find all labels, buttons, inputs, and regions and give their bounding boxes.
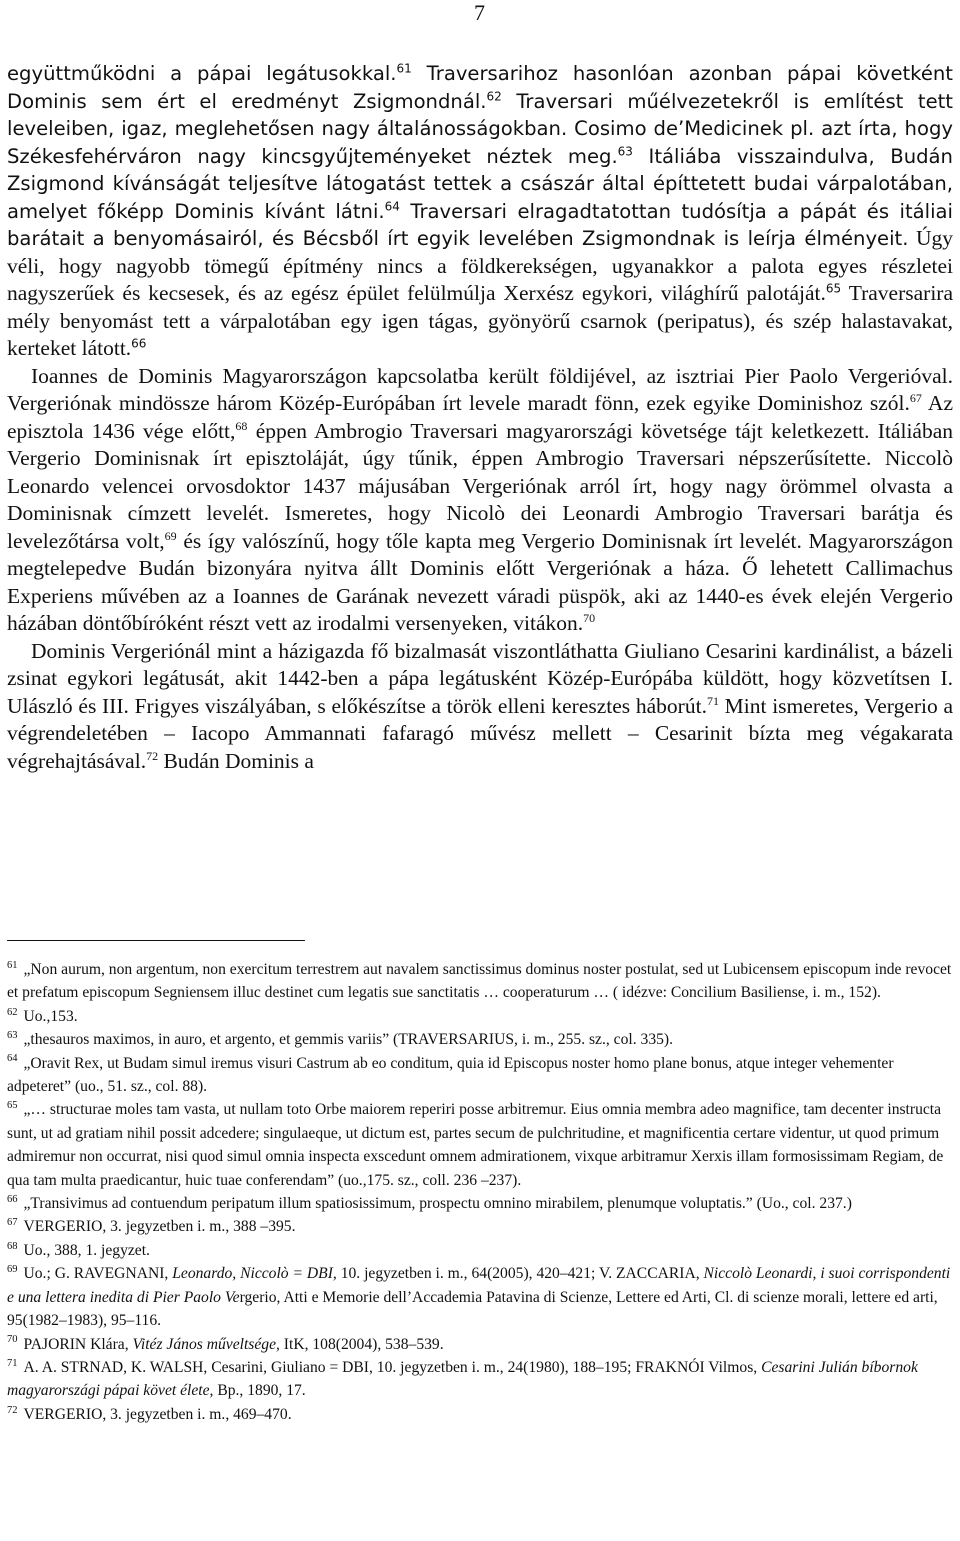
footnote-ref[interactable]: 65	[825, 281, 842, 296]
footnote-number: 67	[7, 1217, 18, 1229]
footnote-text: rgerio, Atti e Memorie dell’Accademia Patavina di Scienze, Lettere ed Arti, Cl. di scienze morali, lettere ed arti, 95(1982–1983), 95–116.	[7, 1288, 938, 1330]
footnote-number: 69	[7, 1264, 18, 1276]
footnote-ref[interactable]: 70	[583, 610, 596, 625]
page-number: 7	[474, 0, 485, 25]
footnote-text: 10. jegyzetben i. m., 64(2005), 420–421; V. ZACCARIA,	[336, 1265, 704, 1283]
footnote-ref[interactable]: 72	[146, 748, 159, 763]
footnote	[7, 1052, 953, 1099]
footnote-number: 66	[7, 1193, 18, 1205]
footnote	[7, 1333, 953, 1356]
footnote-italic: Leonardo, Niccolò = DBI,	[172, 1265, 337, 1283]
footnote-text: Bp., 1890, 17.	[213, 1382, 306, 1400]
footnote-italic: Cesarini Julián bíbornok magyarországi pápai követ élete,	[7, 1358, 918, 1400]
footnote	[7, 1215, 953, 1238]
footnote-separator	[7, 940, 305, 941]
text-run: Úgy véli, hogy nagyobb tömegű építmény nincs a földkerekségen, ugyanakkor a palota egyes részletei nagyszerűek és kecsesek, és az egész épület felülmúlja Xerxész egykori, világhírű palotáját.	[7, 226, 953, 305]
footnote-number: 65	[7, 1100, 18, 1112]
footnote-number: 72	[7, 1404, 18, 1416]
footnote	[7, 1192, 953, 1215]
paragraph-1	[7, 60, 953, 363]
footnote-text: Uo., 388, 1. jegyzet.	[23, 1241, 150, 1259]
footnote	[7, 1356, 953, 1403]
footnote	[7, 1403, 953, 1426]
footnote	[7, 1098, 953, 1192]
footnote	[7, 1005, 953, 1028]
footnote-ref[interactable]: 62	[486, 88, 502, 103]
footnote	[7, 958, 953, 1005]
text-run: Az episztola 1436 vége előtt,	[7, 391, 953, 443]
footnote-number: 68	[7, 1240, 18, 1252]
footnote-number: 61	[7, 959, 18, 971]
text-run: együttműködni a pápai legátusokkal.	[7, 62, 397, 85]
paragraph-3	[7, 638, 953, 776]
footnote-text: ItK, 108(2004), 538–539.	[279, 1335, 444, 1353]
text-run: Mint ismeretes, Vergerio a végrendeletében – Iacopo Ammannati fafaragó művész mellett – Cesarinit bízta meg végakarata végrehajtásával.	[7, 693, 954, 773]
footnote-italic: Niccolò Leonardi, i suoi corrispondenti e una lettera inedita di Pier Paolo Ve	[7, 1265, 951, 1306]
footnote-italic: Vitéz János műveltsége,	[132, 1335, 280, 1353]
text-run: Traversarihoz hasonlóan azonban pápai követként Dominis sem ért el eredményt Zsigmondnál.	[7, 62, 953, 113]
footnote-ref[interactable]: 61	[396, 61, 412, 76]
footnote-text: „Non aurum, non argentum, non exercitum terrestrem aut navalem sanctissimus dominus noster postulat, sed ut Lubicensem episcopum inde revocet et prefatum episcopum Segniensem illuc destinet cum legatis sue sanctitatis … cooperaturum … ( idézve: Concilium Basiliense, i. m., 152).	[7, 961, 952, 1002]
footnote-text: A. A. STRNAD, K. WALSH, Cesarini, Giuliano = DBI, 10. jegyzetben i. m., 24(1980), 188–195; FRAKNÓI Vilmos,	[23, 1358, 762, 1376]
footnote-ref[interactable]: 68	[235, 418, 248, 433]
footnote-text: VERGERIO, 3. jegyzetben i. m., 469–470.	[23, 1405, 292, 1423]
text-run: Traversari műélvezetekről is említést tett leveleiben, igaz, meglehetősen nagy általánosságokban. Cosimo de’Medicinek pl. azt írta, hogy Székesfehérváron nagy kincsgyűjteményeket néztek meg.	[7, 89, 953, 168]
footnote-ref[interactable]: 64	[384, 198, 400, 213]
footnote-text: PAJORIN Klára,	[23, 1335, 133, 1353]
text-run: Traversari elragadtatottan tudósítja a pápát és itáliai barátait a benyomásairól, és Bécsből írt egyik levelében Zsigmondnak is leírja élményeit.	[7, 199, 953, 250]
footnote-text: „thesauros maximos, in auro, et argento, et gemmis variis” (TRAVERSARIUS, i. m., 255. sz., col. 335).	[23, 1031, 674, 1049]
footnote-text: Uo.; G. RAVEGNANI,	[23, 1265, 173, 1283]
footnote	[7, 1028, 953, 1051]
footnote	[7, 1239, 953, 1262]
footnote-ref[interactable]: 67	[909, 390, 922, 405]
footnote-number: 71	[7, 1357, 18, 1369]
text-run: Dominis Vergeriónál mint a házigazda fő bizalmasát viszontláthatta Giuliano Cesarini kardinálist, a bázeli zsinat egykori legátusát, akit 1442-ben a pápa legátusként Közép-Európába küldött, hogy közvetítsen I. Ulászló és III. Frigyes viszályában, s előkészítse a török elleni keresztes háborút.	[7, 638, 953, 718]
text-run: éppen Ambrogio Traversari magyarországi követsége tájt keletkezett. Itáliában Vergerio Dominisnak írt episztoláját, úgy tűnik, éppen Ambrogio Traversari népszerűsítette. Niccolò Leonardo velencei orvosdoktor 1437 májusában Vergeriónak arról írt, hogy nagy örömmel olvasta a Dominisnak címzett levelét. Ismeretes, hogy Nicolò dei Leonardi Ambrogio Traversari barátja és levelezőtársa volt,	[7, 418, 953, 553]
text-run: Budán Dominis a	[158, 748, 314, 773]
footnote-ref[interactable]: 66	[131, 336, 147, 351]
text-run: és így valószínű, hogy tőle kapta meg Vergerio Dominisnak írt levelét. Magyarországon megtelepedve Budán bizonyára nyitva állt Dominis előtt Vergeriónak a háza. Ő lehetett Callimachus Experiens művében az a Ioannes de Garának nevezett váradi püspök, aki az 1440-es évek elején Vergerio házában döntőbíróként részt vett az irodalmi versenyeken, vitákon.	[7, 528, 953, 635]
text-run: Itáliába visszaindulva, Budán Zsigmond kívánságát teljesítve látogatást tettek a császár által építtetett budai várpalotában, amelyet főképp Dominis kívánt látni.	[7, 144, 953, 223]
footnote-ref[interactable]: 71	[706, 693, 719, 708]
footnote-text: „Transivimus ad contuendum peripatum illum spatiosissimum, prospectu omnino mirabilem, plenumque voluptatis.” (Uo., col. 237.)	[23, 1195, 852, 1213]
footnote-number: 70	[7, 1334, 18, 1346]
footnote-number: 62	[7, 1006, 18, 1018]
footnote-text: VERGERIO, 3. jegyzetben i. m., 388 –395.	[23, 1218, 296, 1236]
text-run: Traversarira mély benyomást tett a várpalotában egy igen tágas, gyönyörű csarnok (peripatus), és szép halastavakat, kerteket látott.	[7, 281, 953, 360]
text-run: Ioannes de Dominis Magyarországon kapcsolatba került földijével, az isztriai Pier Paolo Vergerióval. Vergeriónak mindössze három Közép-Európában írt levele maradt fönn, ezek egyike Dominishoz szól.	[7, 363, 953, 415]
footnote-ref[interactable]: 63	[617, 143, 633, 158]
footnote-number: 64	[7, 1053, 18, 1065]
paragraph-2	[7, 363, 953, 638]
footnote-text: „… structurae moles tam vasta, ut nullam toto Orbe maiorem reperiri posse arbitremur. Eius omnia membra adeo magnifice, tam decenter instructa sunt, ut ad gratiam nihil possit adcedere; singulaeque, ut dictum est, partes secum de pulchritudine, et magnificentia certare videntur, ut quod primum admiremur non occurrat, nisi quod simul omnia inspecta exscedunt omnem admirationem, vixque arbitramur Xerxis illam formosissimam Regiam, de qua tam multa praedicantur, huic tuae conferendam” (uo.,175. sz., coll. 236 –237).	[7, 1101, 944, 1189]
footnote-number: 63	[7, 1030, 18, 1042]
body-text	[7, 60, 953, 775]
footnotes	[7, 958, 953, 1426]
footnote-text: Uo.,153.	[23, 1007, 78, 1025]
footnote-text: „Oravit Rex, ut Budam simul iremus visuri Castrum ab eo conditum, quia id Episcopus noster homo plane bonus, atque integer vehementer adpeteret” (uo., 51. sz., col. 88).	[7, 1054, 894, 1096]
footnote-ref[interactable]: 69	[164, 528, 177, 543]
footnote	[7, 1262, 953, 1332]
